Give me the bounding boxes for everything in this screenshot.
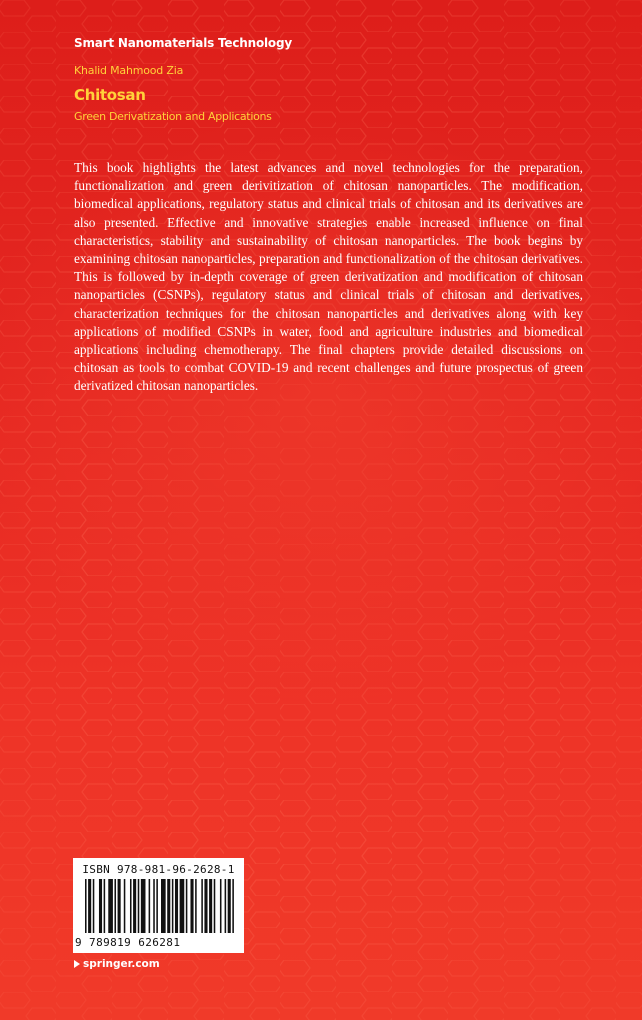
author-name: Khalid Mahmood Zia (74, 64, 184, 77)
series-title: Smart Nanomaterials Technology (74, 36, 292, 50)
book-title: Chitosan (74, 86, 146, 104)
right-triangle-arrow-icon (74, 960, 80, 968)
book-subtitle: Green Derivatization and Applications (74, 110, 272, 123)
isbn-barcode-panel (73, 858, 244, 953)
isbn-label: ISBN 978-981-96-2628-1 (82, 863, 235, 876)
barcode-icon (85, 879, 237, 933)
publisher-link-text[interactable]: springer.com (83, 958, 160, 970)
publisher-link[interactable] (74, 958, 160, 970)
book-description: This book highlights the latest advances and novel technologies for the preparation, functionalization and green derivitization of chitosan nanoparticles. The modification, biomedical applications, regulatory status and clinical trials of chitosan and its derivatives are also presented. Effective and innovative strategies enable increased influence on final characteristics, stability and sustainability of chitosan nanoparticles. The book begins by examining chitosan nanoparticles, preparation and functionalization of the chitosan derivatives. This is followed by in-depth coverage of green derivatization and modification of chitosan nanoparticles (CSNPs), regulatory status and clinical trials of chitosan and derivatives, characterization techniques for the chitosan nanoparticles and derivatives along with key applications of modified CSNPs in water, food and agriculture industries and biomedical applications including chemotherapy. The final chapters provide detailed discussions on chitosan as tools to combat COVID-19 and recent challenges and future prospectus of green derivatized chitosan nanoparticles. (74, 160, 583, 394)
barcode-digits: 9 789819 626281 (75, 936, 181, 949)
